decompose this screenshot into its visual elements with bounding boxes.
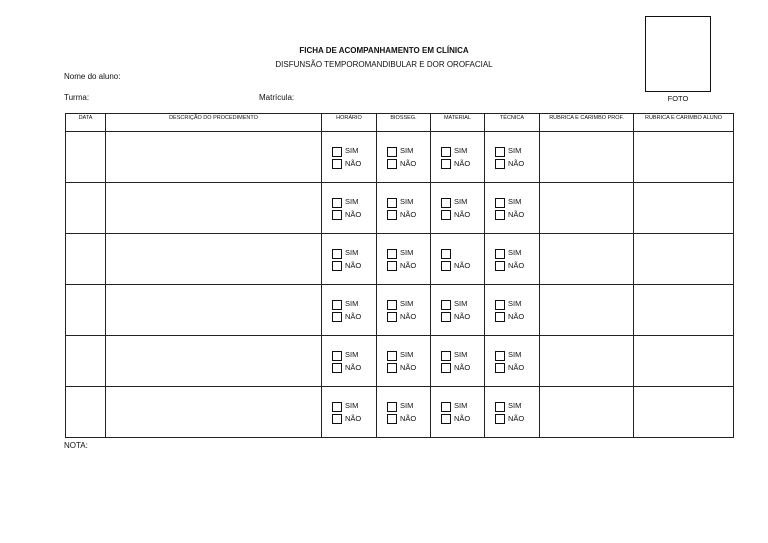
technique-yes-label: SIM <box>508 299 522 308</box>
technique-yes-checkbox[interactable] <box>495 300 505 310</box>
biosafety-no-checkbox[interactable] <box>387 159 397 169</box>
biosafety-no-label: NÃO <box>400 261 417 270</box>
student-name-label: Nome do aluno: <box>64 72 121 81</box>
schedule-no-label: NÃO <box>345 261 362 270</box>
date-cell[interactable] <box>66 387 106 438</box>
material-yes-label: SIM <box>454 146 468 155</box>
description-cell[interactable] <box>106 336 322 387</box>
table-row <box>66 132 734 183</box>
material-yes-label: SIM <box>454 299 468 308</box>
biosafety-yes-checkbox[interactable] <box>387 402 397 412</box>
schedule-yes-label: SIM <box>345 146 359 155</box>
material-cell <box>431 285 485 336</box>
photo-label: FOTO <box>667 94 689 103</box>
schedule-no-option[interactable] <box>332 414 361 424</box>
material-yes-option[interactable] <box>441 196 467 208</box>
technique-yes-option[interactable] <box>495 400 521 412</box>
technique-cell <box>485 183 540 234</box>
biosafety-no-label: NÃO <box>400 414 417 423</box>
student-signature-cell[interactable] <box>634 387 734 438</box>
schedule-no-option[interactable] <box>332 159 361 169</box>
schedule-yes-checkbox[interactable] <box>332 351 342 361</box>
technique-yes-option[interactable] <box>495 298 521 310</box>
material-yes-checkbox[interactable] <box>441 198 451 208</box>
note-label: NOTA: <box>64 441 88 450</box>
technique-cell <box>485 234 540 285</box>
schedule-yes-option[interactable] <box>332 145 358 157</box>
biosafety-yes-option[interactable] <box>387 196 413 208</box>
schedule-cell <box>322 387 377 438</box>
material-no-label: NÃO <box>454 261 471 270</box>
student-signature-cell[interactable] <box>634 234 734 285</box>
column-header-technique: TÉCNICA <box>485 114 540 132</box>
technique-cell <box>485 387 540 438</box>
biosafety-cell <box>377 387 431 438</box>
date-cell[interactable] <box>66 336 106 387</box>
photo-box <box>645 16 711 92</box>
material-yes-checkbox[interactable] <box>441 402 451 412</box>
schedule-yes-option[interactable] <box>332 196 358 208</box>
class-label: Turma: <box>64 93 90 102</box>
schedule-no-checkbox[interactable] <box>332 261 342 271</box>
date-cell[interactable] <box>66 132 106 183</box>
date-cell[interactable] <box>66 234 106 285</box>
material-no-checkbox[interactable] <box>441 261 451 271</box>
material-cell <box>431 234 485 285</box>
schedule-no-label: NÃO <box>345 414 362 423</box>
biosafety-no-checkbox[interactable] <box>387 261 397 271</box>
biosafety-cell <box>377 336 431 387</box>
material-no-checkbox[interactable] <box>441 210 451 220</box>
biosafety-no-option[interactable] <box>387 363 416 373</box>
form-title: FICHA DE ACOMPANHAMENTO EM CLÍNICA <box>299 46 469 55</box>
material-no-checkbox[interactable] <box>441 312 451 322</box>
technique-yes-checkbox[interactable] <box>495 249 505 259</box>
biosafety-no-label: NÃO <box>400 210 417 219</box>
technique-no-checkbox[interactable] <box>495 414 505 424</box>
material-no-option[interactable] <box>441 414 470 424</box>
material-yes-option[interactable] <box>441 400 467 412</box>
professor-signature-cell[interactable] <box>540 336 634 387</box>
material-no-option[interactable] <box>441 312 470 322</box>
table-row <box>66 183 734 234</box>
biosafety-yes-option[interactable] <box>387 400 413 412</box>
schedule-yes-option[interactable] <box>332 349 358 361</box>
column-header-description: DESCRIÇÃO DO PROCEDIMENTO <box>106 114 322 132</box>
biosafety-no-option[interactable] <box>387 210 416 220</box>
technique-no-option[interactable] <box>495 312 524 322</box>
technique-no-checkbox[interactable] <box>495 159 505 169</box>
technique-no-label: NÃO <box>508 312 525 321</box>
material-no-label: NÃO <box>454 210 471 219</box>
student-signature-cell[interactable] <box>634 285 734 336</box>
material-yes-checkbox[interactable] <box>441 300 451 310</box>
schedule-cell <box>322 336 377 387</box>
column-header-student-signature: RUBRICA E CARIMBO ALUNO <box>634 114 734 132</box>
material-yes-option[interactable] <box>441 145 467 157</box>
schedule-cell <box>322 132 377 183</box>
schedule-yes-label: SIM <box>345 197 359 206</box>
technique-no-option[interactable] <box>495 210 524 220</box>
schedule-yes-option[interactable] <box>332 400 358 412</box>
description-cell[interactable] <box>106 387 322 438</box>
table-row <box>66 234 734 285</box>
schedule-yes-option[interactable] <box>332 298 358 310</box>
technique-yes-label: SIM <box>508 146 522 155</box>
column-header-schedule: HORÁRIO <box>322 114 377 132</box>
schedule-no-option[interactable] <box>332 363 361 373</box>
biosafety-yes-checkbox[interactable] <box>387 198 397 208</box>
technique-yes-checkbox[interactable] <box>495 402 505 412</box>
material-no-option[interactable] <box>441 159 470 169</box>
table-row <box>66 387 734 438</box>
schedule-no-label: NÃO <box>345 210 362 219</box>
biosafety-yes-checkbox[interactable] <box>387 300 397 310</box>
material-yes-label: SIM <box>454 401 468 410</box>
table-row <box>66 336 734 387</box>
biosafety-no-checkbox[interactable] <box>387 363 397 373</box>
material-cell <box>431 183 485 234</box>
material-no-option[interactable] <box>441 363 470 373</box>
biosafety-cell <box>377 132 431 183</box>
schedule-cell <box>322 234 377 285</box>
biosafety-yes-label: SIM <box>400 197 414 206</box>
technique-no-checkbox[interactable] <box>495 312 505 322</box>
material-no-option[interactable] <box>441 210 470 220</box>
biosafety-cell <box>377 285 431 336</box>
date-cell[interactable] <box>66 285 106 336</box>
technique-yes-label: SIM <box>508 401 522 410</box>
schedule-yes-checkbox[interactable] <box>332 402 342 412</box>
technique-yes-label: SIM <box>508 248 522 257</box>
technique-no-label: NÃO <box>508 210 525 219</box>
material-cell <box>431 387 485 438</box>
material-yes-checkbox[interactable] <box>441 147 451 157</box>
schedule-no-option[interactable] <box>332 210 361 220</box>
biosafety-no-label: NÃO <box>400 312 417 321</box>
material-cell <box>431 336 485 387</box>
biosafety-cell <box>377 234 431 285</box>
schedule-no-checkbox[interactable] <box>332 414 342 424</box>
biosafety-yes-option[interactable] <box>387 349 413 361</box>
description-cell[interactable] <box>106 234 322 285</box>
column-header-date: DATA <box>66 114 106 132</box>
biosafety-yes-option[interactable] <box>387 145 413 157</box>
professor-signature-cell[interactable] <box>540 387 634 438</box>
schedule-no-checkbox[interactable] <box>332 159 342 169</box>
technique-no-checkbox[interactable] <box>495 210 505 220</box>
schedule-yes-checkbox[interactable] <box>332 249 342 259</box>
technique-yes-checkbox[interactable] <box>495 198 505 208</box>
biosafety-yes-option[interactable] <box>387 298 413 310</box>
technique-no-label: NÃO <box>508 414 525 423</box>
biosafety-yes-label: SIM <box>400 299 414 308</box>
biosafety-yes-checkbox[interactable] <box>387 249 397 259</box>
technique-yes-option[interactable] <box>495 247 521 259</box>
biosafety-yes-option[interactable] <box>387 247 413 259</box>
schedule-no-checkbox[interactable] <box>332 312 342 322</box>
technique-no-option[interactable] <box>495 363 524 373</box>
biosafety-yes-checkbox[interactable] <box>387 147 397 157</box>
table-header-row <box>66 114 734 132</box>
technique-no-label: NÃO <box>508 159 525 168</box>
material-yes-label: SIM <box>454 350 468 359</box>
schedule-yes-checkbox[interactable] <box>332 147 342 157</box>
schedule-yes-checkbox[interactable] <box>332 198 342 208</box>
biosafety-yes-checkbox[interactable] <box>387 351 397 361</box>
biosafety-yes-label: SIM <box>400 248 414 257</box>
material-yes-label: SIM <box>454 197 468 206</box>
material-yes-option[interactable] <box>441 247 454 259</box>
technique-yes-option[interactable] <box>495 196 521 208</box>
biosafety-no-option[interactable] <box>387 159 416 169</box>
column-header-professor-signature: RUBRICA E CARIMBO PROF. <box>540 114 634 132</box>
date-cell[interactable] <box>66 183 106 234</box>
biosafety-no-option[interactable] <box>387 414 416 424</box>
professor-signature-cell[interactable] <box>540 234 634 285</box>
technique-yes-checkbox[interactable] <box>495 147 505 157</box>
schedule-no-option[interactable] <box>332 312 361 322</box>
student-signature-cell[interactable] <box>634 183 734 234</box>
technique-no-option[interactable] <box>495 261 524 271</box>
biosafety-no-option[interactable] <box>387 261 416 271</box>
schedule-no-option[interactable] <box>332 261 361 271</box>
schedule-no-label: NÃO <box>345 363 362 372</box>
table-row <box>66 285 734 336</box>
enrollment-label: Matrícula: <box>259 93 295 102</box>
schedule-yes-label: SIM <box>345 401 359 410</box>
technique-no-option[interactable] <box>495 159 524 169</box>
description-cell[interactable] <box>106 183 322 234</box>
technique-no-checkbox[interactable] <box>495 261 505 271</box>
material-no-label: NÃO <box>454 159 471 168</box>
technique-cell <box>485 132 540 183</box>
material-no-label: NÃO <box>454 414 471 423</box>
biosafety-yes-label: SIM <box>400 350 414 359</box>
material-yes-option[interactable] <box>441 298 467 310</box>
description-cell[interactable] <box>106 285 322 336</box>
biosafety-no-label: NÃO <box>400 159 417 168</box>
biosafety-yes-label: SIM <box>400 146 414 155</box>
material-no-checkbox[interactable] <box>441 414 451 424</box>
technique-yes-option[interactable] <box>495 349 521 361</box>
student-signature-cell[interactable] <box>634 336 734 387</box>
procedure-table <box>65 113 734 438</box>
schedule-no-checkbox[interactable] <box>332 363 342 373</box>
schedule-no-label: NÃO <box>345 159 362 168</box>
biosafety-yes-label: SIM <box>400 401 414 410</box>
technique-no-checkbox[interactable] <box>495 363 505 373</box>
technique-cell <box>485 285 540 336</box>
schedule-cell <box>322 285 377 336</box>
technique-no-label: NÃO <box>508 261 525 270</box>
material-no-checkbox[interactable] <box>441 363 451 373</box>
technique-cell <box>485 336 540 387</box>
column-header-biosafety: BIOSSEG. <box>377 114 431 132</box>
professor-signature-cell[interactable] <box>540 285 634 336</box>
technique-yes-checkbox[interactable] <box>495 351 505 361</box>
form-subtitle: DISFUNSÃO TEMPOROMANDIBULAR E DOR OROFACIAL <box>275 60 493 69</box>
material-yes-checkbox[interactable] <box>441 351 451 361</box>
biosafety-cell <box>377 183 431 234</box>
material-no-option[interactable] <box>441 261 470 271</box>
schedule-yes-option[interactable] <box>332 247 358 259</box>
material-no-label: NÃO <box>454 363 471 372</box>
technique-yes-option[interactable] <box>495 145 521 157</box>
professor-signature-cell[interactable] <box>540 132 634 183</box>
description-cell[interactable] <box>106 132 322 183</box>
schedule-yes-label: SIM <box>345 350 359 359</box>
material-yes-option[interactable] <box>441 349 467 361</box>
material-cell <box>431 132 485 183</box>
biosafety-no-checkbox[interactable] <box>387 312 397 322</box>
biosafety-no-checkbox[interactable] <box>387 414 397 424</box>
schedule-no-checkbox[interactable] <box>332 210 342 220</box>
schedule-yes-checkbox[interactable] <box>332 300 342 310</box>
column-header-material: MATERIAL <box>431 114 485 132</box>
schedule-no-label: NÃO <box>345 312 362 321</box>
material-no-label: NÃO <box>454 312 471 321</box>
material-no-checkbox[interactable] <box>441 159 451 169</box>
technique-no-option[interactable] <box>495 414 524 424</box>
professor-signature-cell[interactable] <box>540 183 634 234</box>
technique-yes-label: SIM <box>508 197 522 206</box>
schedule-yes-label: SIM <box>345 299 359 308</box>
biosafety-no-option[interactable] <box>387 312 416 322</box>
schedule-cell <box>322 183 377 234</box>
material-yes-checkbox[interactable] <box>441 249 451 259</box>
schedule-yes-label: SIM <box>345 248 359 257</box>
biosafety-no-label: NÃO <box>400 363 417 372</box>
student-signature-cell[interactable] <box>634 132 734 183</box>
technique-no-label: NÃO <box>508 363 525 372</box>
biosafety-no-checkbox[interactable] <box>387 210 397 220</box>
technique-yes-label: SIM <box>508 350 522 359</box>
